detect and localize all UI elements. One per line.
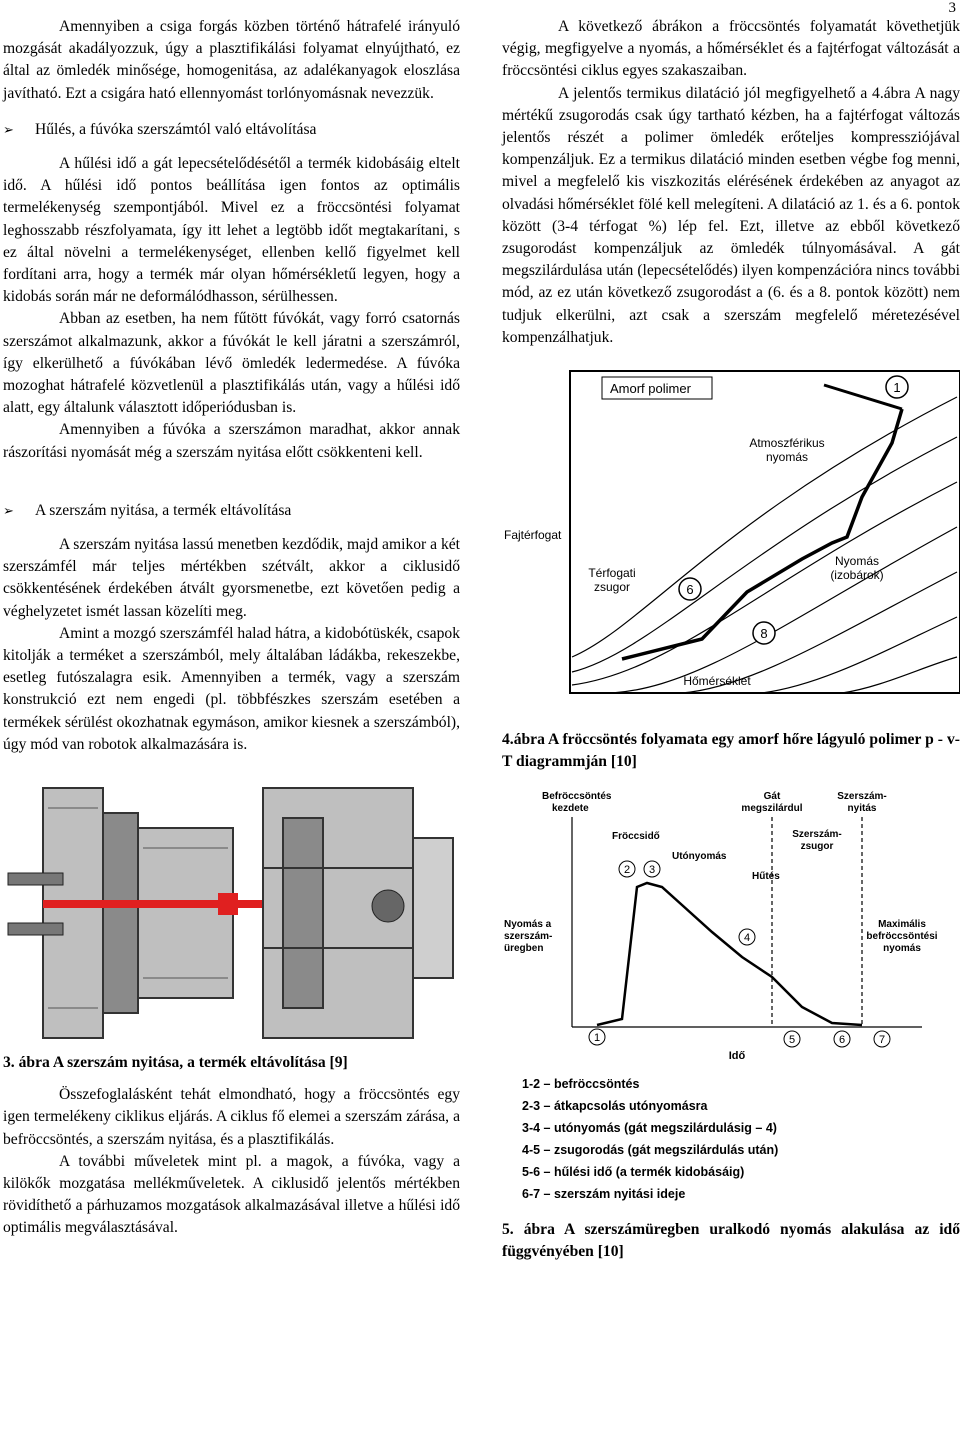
y-axis-label: Fajtérfogat: [504, 528, 562, 543]
point-label: 8: [760, 626, 768, 642]
legend-item: 1-2 – befröccsöntés: [522, 1077, 640, 1092]
legend-item: 6-7 – szerszám nyitási ideje: [522, 1187, 686, 1202]
label: szerszám-: [504, 931, 553, 943]
paragraph: A szerszám nyitása lassú menetben kezdődik, majd amikor a két szerszámfél már teljes mértékben szétvált, akkor a ciklusidő csökkentésének érdekében átvált gyorsmenetbe, ezt követően pedig a véghelyzetet ismét lassan közelíti meg.: [3, 536, 460, 620]
point-label: 3: [648, 864, 656, 877]
pvt-diagram: [502, 367, 960, 707]
figure-caption: 4.ábra A fröccsöntés folyamata egy amorf hőre lágyuló polimer p - v- T diagrammján [10]: [502, 731, 960, 771]
label: nyomás: [883, 943, 921, 955]
label-zsugor: zsugor: [593, 580, 631, 595]
paragraph: A következő ábrákon a fröccsöntés folyamatát követhetjük végig, megfigyelve a nyomás, a hőmérséklet és a fajtérfogat változását a fröccsöntési ciklus egyes szakaszaiban.: [502, 18, 960, 80]
bullet-heading: [3, 500, 460, 522]
point-label: 4: [743, 932, 751, 945]
point-label: 6: [686, 582, 694, 598]
arrow-bullet-icon: ➢: [3, 121, 14, 137]
point-label: 5: [788, 1034, 796, 1047]
figure-caption: 3. ábra A szerszám nyitása, a termék eltávolítása [9]: [3, 1054, 348, 1072]
label: üregben: [504, 943, 544, 955]
left-column: [3, 16, 460, 1240]
x-axis-label: Idő: [728, 1050, 746, 1063]
paragraph: Amennyiben a csiga forgás közben történő hátrafelé irányuló mozgását akadályozzuk, úgy a plasztifikálási folyamat elnyújtható, ez által az ömledék minősége, homogenitása, az adalékanyagok eloszlása javítható. Ezt a csigára ható ellennyomást torlónyomásnak nevezzük.: [3, 18, 460, 102]
paragraph: Amennyiben a fúvóka a szerszámon maradhat, akkor annak rászorítási nyomását még a szerszám nyitása előtt csökkenteni kell.: [3, 421, 460, 461]
label: zsugor: [800, 841, 834, 853]
paragraph: Abban az esetben, ha nem fűtött fúvókát, vagy forró csatornás szerszámot alkalmazunk, akkor a fúvókát le kell járatni a szerszámról, így elkerülhető a fúvókában lévő ömledék ledermedése. A fúvóka mozoghat hátrafelé közvetlenül a plasztifikálás után, vagy a hűlési idő alatt, egy általunk választott időperiódusban is.: [3, 310, 460, 417]
mold-opening-figure: [3, 778, 460, 1048]
label-nyomas: Nyomás: [834, 554, 880, 569]
bullet-text: A szerszám nyitása, a termék eltávolítása: [35, 501, 292, 519]
process-legend: [522, 1073, 960, 1205]
point-label: 2: [623, 864, 631, 877]
x-axis-label: Hőmérséklet: [683, 674, 751, 689]
paragraph: Amint a mozgó szerszámfél halad hátra, a kidobótüskék, csapok kitolják a terméket a szerszámból, mely általában ládákba, rekeszekbe, esetleg futószalagra esik. Amennyiben a termék, vagy a szerszám konstrukció ezt nem engedi (pl. többfészkes szerszám esetében a termékek sérülést okozhatnak egymáson, amikor kiesnek a szerszámból), úgy mód van robotok alkalmazására is.: [3, 624, 460, 753]
label: Fröccsidő: [612, 831, 660, 843]
label: megszilárdul: [741, 803, 803, 815]
paragraph: A jelentős termikus dilatáció jól megfigyelhető a 4.ábra A nagy mértékű zsugorodás csak úgy tartható kézben, ha a fajtérfogat változás jelentős részét a polimer ömledék erőteljes kompressziójával kompenzáljuk. Ez a termikus dilatáció minden esetben végbe fog menni, mivel a megfelelő kis viszkozitás elérésének érdekében az anyagot az olvadási hőmérséklet fölé kell melegíteni. A dilatáció az 1. és a 6. pontok között (3-4 térfogat %) lép fel. Ezt, illetve az ebből következő zsugorodást kompenzáljuk az ömledék túlnyomásával. A gát megszilárdulása után (lepecsételődés) ilyen kompenzációra nincs további mód, az ez után következő zsugorodást a (6. és a 8. pontok között) nem tudjuk elkerülni, azt csak a szerszám megfelelő méretezésével kompenzálhatjuk.: [502, 84, 960, 346]
label-amorf: Amorf polimer: [610, 381, 691, 397]
point-label: 7: [878, 1034, 886, 1047]
label: Szerszám-: [792, 829, 842, 841]
pressure-curve: [597, 883, 862, 1025]
point-label: 6: [838, 1034, 846, 1047]
legend-item: 4-5 – zsugorodás (gát megszilárdulás után): [522, 1143, 779, 1158]
point-label: 1: [593, 1032, 601, 1045]
label-terfogati: Térfogati: [588, 566, 636, 581]
legend-item: 2-3 – átkapcsolás utónyomásra: [522, 1099, 708, 1114]
label: kezdete: [552, 803, 589, 815]
legend-item: 5-6 – hűlési idő (a termék kidobásáig): [522, 1165, 745, 1180]
label: Nyomás a: [504, 919, 552, 931]
page-number: 3: [948, 0, 956, 16]
paragraph: Összefoglalásként tehát elmondható, hogy a fröccsöntés egy igen termelékeny ciklikus eljárás. A ciklus fő elemei a szerszám zárása, a befröccsöntés, a szerszám nyitása, és a plasztifikálás.: [3, 1086, 460, 1148]
label: Szerszám-: [837, 791, 887, 803]
label: Utónyomás: [672, 851, 727, 863]
label-atm2: nyomás: [765, 450, 809, 465]
paragraph: A hűlési idő a gát lepecsételődésétől a termék kidobásáig eltelt idő. A hűlési idő pontos beállítása igen fontos az optimális termelékenység szempontjából. Mivel ez a fröccsöntési folyamat leghosszabb részfolyamata, így itt lehet a legtöbb időt megtakarítani, s ez által növelni a termelékenységet, ellenben kellő figyelmet kell fordítani arra, hogy a termék már olyan hőmérsékletű legyen, hogy a kidobás során már ne deformálódhasson, sérülhessen.: [3, 155, 460, 306]
label-atm: Atmoszférikus: [749, 436, 825, 451]
label-izobarok: (izobárok): [830, 568, 884, 583]
pressure-time-diagram: [502, 787, 960, 1067]
bullet-heading: [3, 119, 460, 141]
figure-caption: 5. ábra A szerszámüregben uralkodó nyomás alakulása az idő függvényében [10]: [502, 1221, 960, 1261]
point-label: 1: [893, 380, 901, 396]
label: Maximális: [878, 919, 926, 931]
label: befröccsöntési: [866, 931, 938, 943]
label: Gát: [763, 791, 781, 803]
paragraph: A további műveletek mint pl. a magok, a fúvóka, vagy a kilökők mozgatása mellékműveletek. A ciklusidő jelentős mértékben rövidíthető a párhuzamos mozgatások alkalmazásával illetve a hűlési idő optimális megválasztásával.: [3, 1152, 460, 1237]
label: Befröccsöntés: [542, 791, 612, 803]
label: Hűtés: [752, 871, 780, 883]
label: nyitás: [847, 803, 877, 815]
right-column: [502, 16, 960, 1263]
legend-item: 3-4 – utónyomás (gát megszilárdulásig – 4): [522, 1121, 777, 1136]
arrow-bullet-icon: ➢: [3, 502, 14, 518]
bullet-text: Hűlés, a fúvóka szerszámtól való eltávolítása: [35, 120, 317, 138]
